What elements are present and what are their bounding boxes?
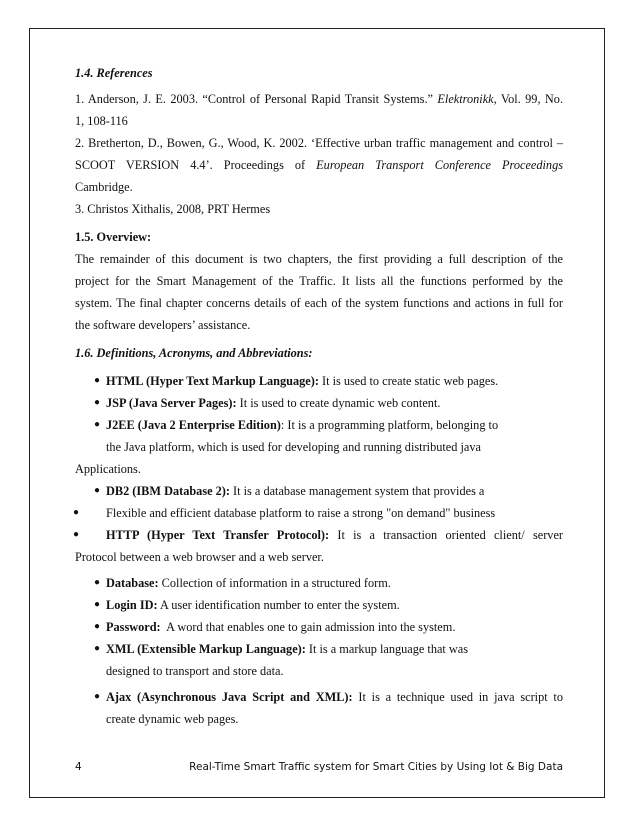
- bullet-icon: ●: [94, 397, 101, 408]
- page-footer: [75, 761, 563, 779]
- definition-xml-cont: designed to transport and store data.: [106, 664, 284, 678]
- definition-http-cont: Protocol between a web browser and a web server.: [75, 550, 324, 564]
- definition-j2ee: ● J2EE (Java 2 Enterprise Edition): It is a programming platform, belonging to: [75, 414, 563, 436]
- reference-3: 3. Christos Xithalis, 2008, PRT Hermes: [75, 202, 271, 216]
- bullet-icon: ●: [94, 691, 101, 702]
- reference-2: 2. Bretherton, D., Bowen, G., Wood, K. 2002. ‘Effective urban traffic management and control –: [75, 136, 563, 150]
- references-heading: 1.4. References: [75, 66, 153, 80]
- definition-db2-cont: ● Flexible and efficient database platform to raise a strong "on demand" business: [75, 502, 563, 524]
- definition-html: ● HTML (Hyper Text Markup Language): It is used to create static web pages.: [75, 370, 563, 392]
- definition-login-id: ● Login ID: A user identification number to enter the system.: [75, 594, 563, 616]
- bullet-icon: ●: [94, 577, 101, 588]
- bullet-icon: ●: [94, 485, 101, 496]
- reference-2-city: Cambridge.: [75, 180, 133, 194]
- definition-db2: ● DB2 (IBM Database 2): It is a database management system that provides a: [75, 480, 563, 502]
- overview-line: the software developers’ assistance.: [75, 318, 251, 332]
- overview-line: system. The final chapter concerns details of each of the system functions and actions in full for: [75, 296, 563, 310]
- definition-http: ● HTTP (Hyper Text Transfer Protocol): It is a transaction oriented client/ server: [75, 524, 563, 546]
- document-body: [75, 62, 563, 730]
- page-number: 4: [75, 761, 82, 773]
- definition-xml: ● XML (Extensible Markup Language): It is a markup language that was: [75, 638, 563, 660]
- reference-1: 1. Anderson, J. E. 2003. “Control of Personal Rapid Transit Systems.” Elektronikk, Vol. 99, No.: [75, 92, 564, 106]
- definition-database: ● Database: Collection of information in a structured form.: [75, 572, 563, 594]
- overview-line: project for the Smart Management of the Traffic. It lists all the functions performed by the: [75, 274, 563, 288]
- reference-1-cont: 1, 108-116: [75, 114, 128, 128]
- definition-j2ee-cont: the Java platform, which is used for developing and running distributed java: [106, 440, 481, 454]
- overview-line: The remainder of this document is two chapters, the first providing a full description of the: [75, 252, 563, 266]
- bullet-icon: ●: [94, 419, 101, 430]
- footer-title: Real-Time Smart Traffic system for Smart Cities by Using Iot & Big Data: [189, 761, 563, 773]
- definition-jsp: ● JSP (Java Server Pages): It is used to create dynamic web content.: [75, 392, 563, 414]
- bullet-icon: ●: [94, 621, 101, 632]
- bullet-icon: ●: [94, 375, 101, 386]
- definition-ajax-cont: create dynamic web pages.: [106, 712, 239, 726]
- bullet-icon: ●: [94, 599, 101, 610]
- overview-heading: 1.5. Overview:: [75, 230, 152, 244]
- bullet-icon: ●: [94, 643, 101, 654]
- definition-password: ● Password: A word that enables one to gain admission into the system.: [75, 616, 563, 638]
- reference-2-cont: SCOOT VERSION 4.4’. Proceedings of European Transport Conference Proceedings: [75, 158, 564, 172]
- definition-j2ee-cont2: Applications.: [75, 462, 141, 476]
- bullet-icon: ●: [73, 507, 80, 518]
- bullet-icon: ●: [73, 529, 80, 540]
- definitions-heading: 1.6. Definitions, Acronyms, and Abbreviations:: [75, 346, 313, 360]
- definition-ajax: ● Ajax (Asynchronous Java Script and XML): It is a technique used in java script to: [75, 686, 563, 708]
